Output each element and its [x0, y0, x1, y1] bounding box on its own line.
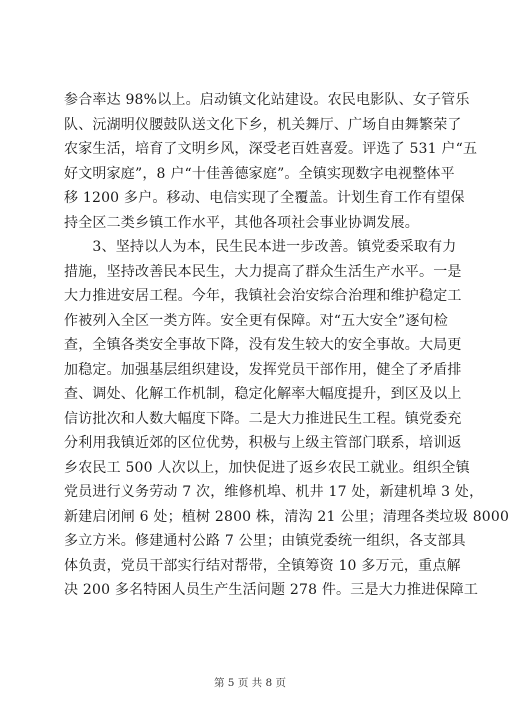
body-line: 队、沅湖明仪腰鼓队送文化下乡，机关舞厅、广场自由舞繁荣了 [64, 116, 462, 133]
body-line: 作被列入全区一类方阵。安全更有保障。对“五大安全”逐旬检 [64, 312, 448, 329]
body-line: 分利用我镇近郊的区位优势，积极与上级主管部门联系，培训返 [64, 435, 462, 451]
body-line: 大力推进安居工程。今年，我镇社会治安综合治理和维护稳定工 [64, 288, 462, 304]
body-line: 查，全镇各类安全事故下降，没有发生较大的安全事故。大局更 [64, 337, 462, 353]
body-line: 加稳定。加强基层组织建设，发挥党员干部作用，健全了矛盾排 [64, 361, 462, 378]
body-line: 新建启闭闸 6 处；植树 2800 株，清沟 21 公里；清理各类垃圾 8000 [64, 508, 509, 525]
page-number-footer: 第 5 页 共 8 页 [213, 677, 287, 689]
body-line: 信访批次和人数大幅度下降。二是大力推进民生工程。镇党委充 [64, 410, 462, 427]
body-line: 查、调处、化解工作机制，稳定化解率大幅度提升，到区及以上 [64, 386, 462, 402]
body-line: 乡农民工 500 人次以上，加快促进了返乡农民工就业。组织全镇 [64, 459, 470, 476]
body-text [64, 88, 509, 603]
body-line: 农家生活，培育了文明乡风，深受老百姓喜爱。评选了 531 户“五 [64, 141, 478, 157]
body-line: 党员进行义务劳动 7 次，维修机埠、机井 17 处，新建机埠 3 处， [64, 484, 484, 500]
body-line: 体负责，党员干部实行结对帮带，全镇筹资 10 多万元，重点解 [64, 557, 461, 574]
body-line: 措施，坚持改善民本民生，大力提高了群众生活生产水平。一是 [64, 263, 462, 280]
body-line: 决 200 多名特困人员生产生活问题 278 件。三是大力推进保障工 [64, 582, 479, 598]
body-line: 参合率达 98%以上。启动镇文化站建设。农民电影队、女子管乐 [64, 92, 470, 108]
body-line: 好文明家庭”，8 户“十佳善德家庭”。全镇实现数字电视整体平 [64, 165, 455, 182]
body-line: 持全区二类乡镇工作水平，其他各项社会事业协调发展。 [64, 214, 419, 231]
body-line: 3、坚持以人为本，民生民本进一步改善。镇党委采取有力 [64, 239, 457, 255]
body-line: 移 1200 多户。移动、电信实现了全覆盖。计划生育工作有望保 [64, 190, 465, 206]
body-line: 多立方米。修建通村公路 7 公里；由镇党委统一组织，各支部具 [64, 533, 466, 549]
